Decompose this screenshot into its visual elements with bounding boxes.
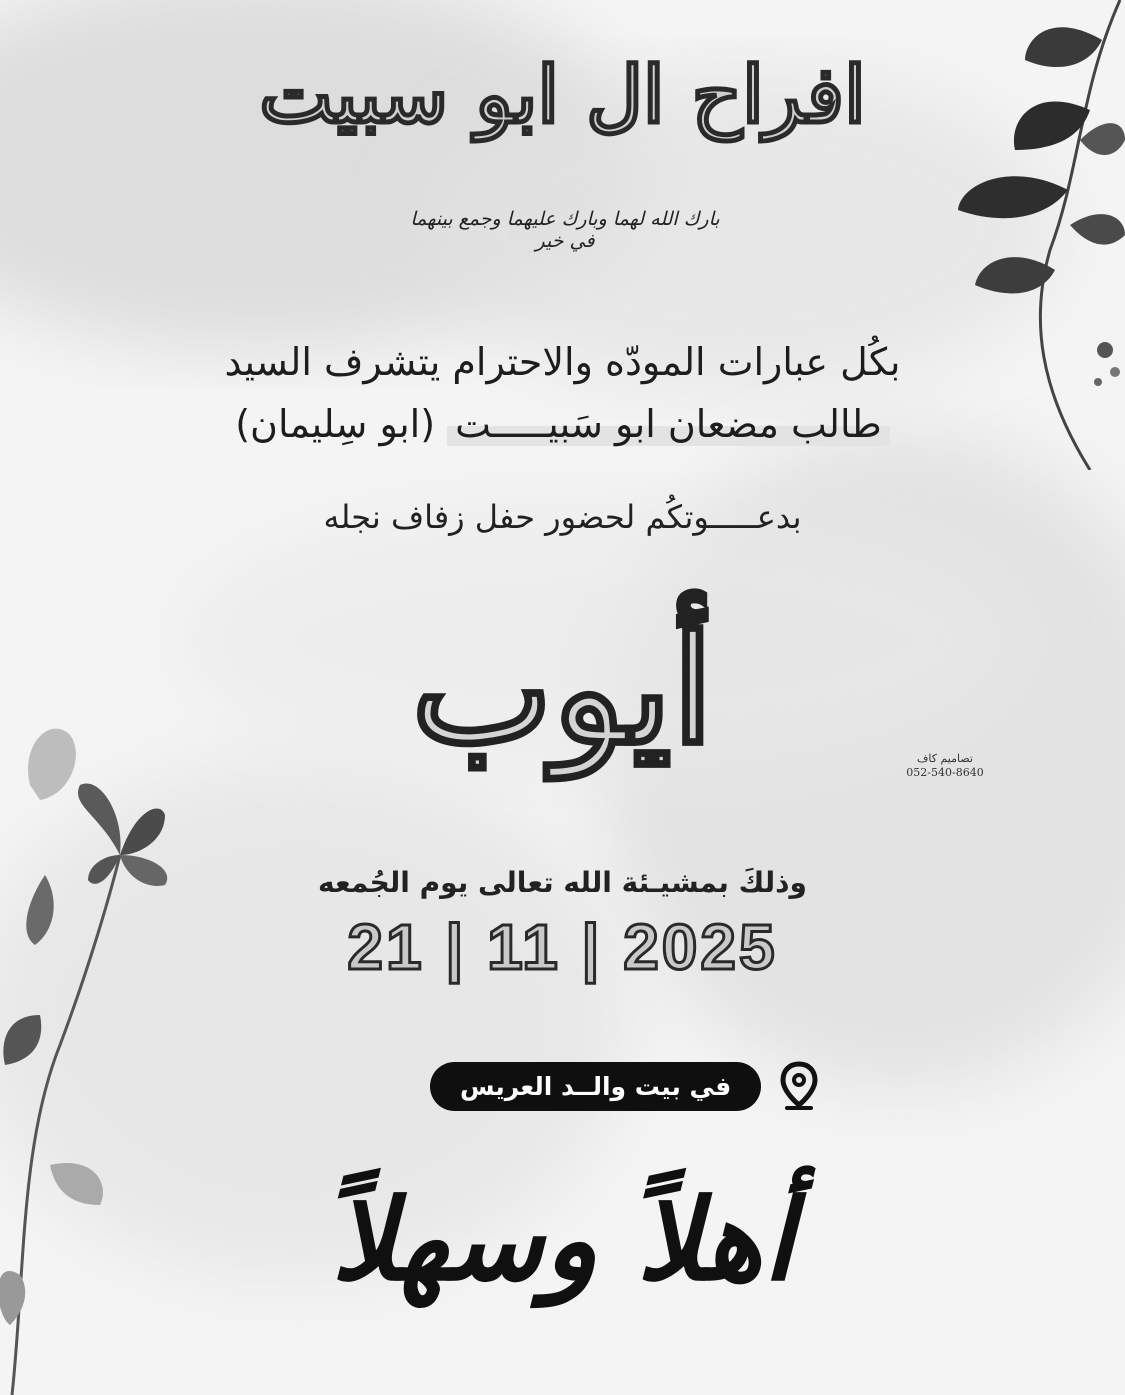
designer-phone: 052-540-8640	[906, 765, 984, 779]
venue-label: في بيت والــد العريس	[430, 1062, 761, 1111]
host-name: طالب مضعان ابو سَبيـــــت	[447, 402, 890, 446]
event-date: 21 | 11 | 2025	[347, 911, 778, 983]
invitation-line: بدعـــــوتكُم لحضور حفل زفاف نجله	[323, 498, 802, 536]
designer-credit	[900, 752, 990, 780]
location-pin-icon	[779, 1061, 819, 1111]
intro-line-2	[0, 402, 1125, 446]
blessing-calligraphy: بارك الله لهما وبارك عليهما وجمع بينهما في خير	[410, 208, 720, 252]
family-title: افراح ال ابو سبيت	[259, 50, 866, 141]
welcome-calligraphy: أهلاً وسهلاً	[331, 1175, 794, 1306]
groom-name: أيوب	[411, 602, 714, 778]
host-kunya: (ابو سِليمان)	[235, 402, 436, 446]
intro-line-1: بكُل عبارات المودّه والاحترام يتشرف السيد	[224, 340, 901, 384]
designer-name: تصاميم كاف	[917, 752, 973, 765]
occasion-line: وذلكَ بمشيـئة الله تعالى يوم الجُمعه	[318, 866, 807, 899]
venue-row	[430, 1056, 819, 1116]
